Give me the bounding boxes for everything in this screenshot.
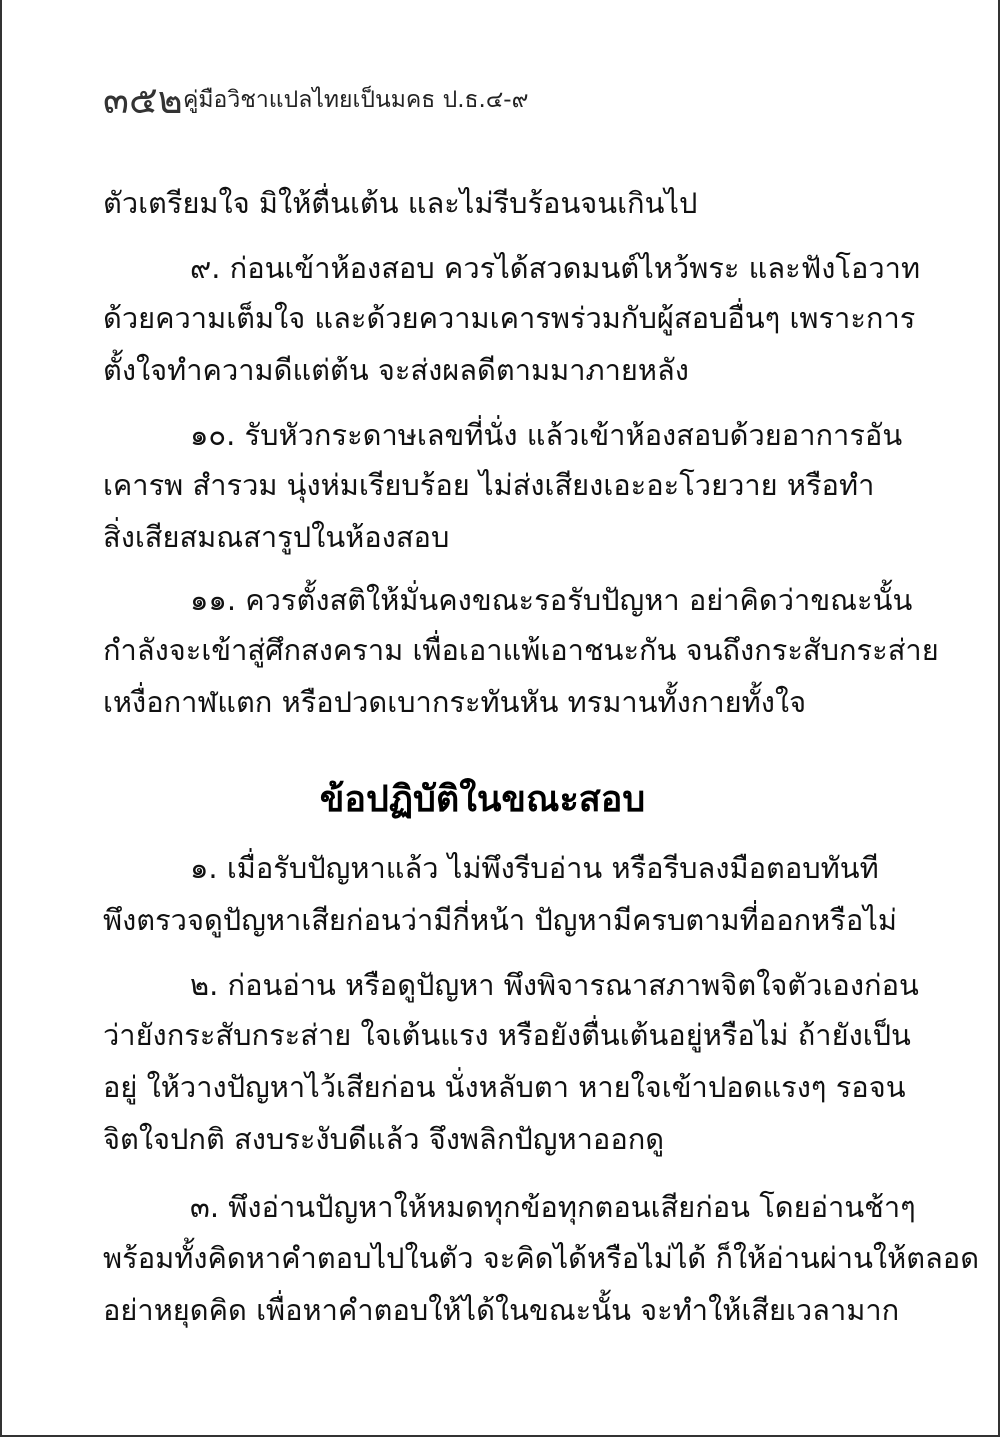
- paragraph-line: อยู่ ให้วางปัญหาไว้เสียก่อน นั่งหลับตา หายใจเข้าปอดแรงๆ รอจน: [103, 1070, 906, 1104]
- page-number: ๓๕๒: [103, 78, 183, 122]
- paragraph-line: จิตใจปกติ สงบระงับดีแล้ว จึงพลิกปัญหาออกดู: [103, 1122, 665, 1156]
- paragraph-line: ๑๑. ควรตั้งสติให้มั่นคงขณะรอรับปัญหา อย่าคิดว่าขณะนั้น: [190, 583, 913, 617]
- paragraph-line: เหงื่อกาฬแตก หรือปวดเบากระทันหัน ทรมานทั้งกายทั้งใจ: [103, 685, 807, 719]
- section-heading: ข้อปฏิบัติในขณะสอบ: [319, 779, 646, 820]
- paragraph-line: ตั้งใจทำความดีแต่ต้น จะส่งผลดีตามมาภายหลัง: [103, 353, 689, 387]
- paragraph-line: ๑. เมื่อรับปัญหาแล้ว ไม่พึงรีบอ่าน หรือรีบลงมือตอบทันที: [190, 851, 879, 885]
- paragraph-line: ๙. ก่อนเข้าห้องสอบ ควรได้สวดมนต์ไหว้พระ และฟังโอวาท: [190, 251, 921, 285]
- paragraph-line: ๒. ก่อนอ่าน หรือดูปัญหา พึงพิจารณาสภาพจิตใจตัวเองก่อน: [190, 968, 919, 1002]
- paragraph-line: พร้อมทั้งคิดหาคำตอบไปในตัว จะคิดได้หรือไม่ได้ ก็ให้อ่านผ่านให้ตลอด: [103, 1241, 980, 1275]
- paragraph-line: ว่ายังกระสับกระส่าย ใจเต้นแรง หรือยังตื่นเต้นอยู่หรือไม่ ถ้ายังเป็น: [103, 1018, 911, 1052]
- running-title: คู่มือวิชาแปลไทยเป็นมคธ ป.ธ.๔-๙: [183, 87, 529, 113]
- paragraph-line: ด้วยความเต็มใจ และด้วยความเคารพร่วมกับผู้สอบอื่นๆ เพราะการ: [103, 301, 916, 335]
- paragraph-line: เคารพ สำรวม นุ่งห่มเรียบร้อย ไม่ส่งเสียงเอะอะโวยวาย หรือทำ: [103, 468, 875, 502]
- paragraph-line: สิ่งเสียสมณสารูปในห้องสอบ: [103, 520, 450, 554]
- paragraph-line: ๑๐. รับหัวกระดาษเลขที่นั่ง แล้วเข้าห้องสอบด้วยอาการอัน: [190, 418, 903, 452]
- paragraph-line: อย่าหยุดคิด เพื่อหาคำตอบให้ได้ในขณะนั้น จะทำให้เสียเวลามาก: [103, 1293, 900, 1327]
- paragraph-line: กำลังจะเข้าสู่ศึกสงคราม เพื่อเอาแพ้เอาชนะกัน จนถึงกระสับกระส่าย: [103, 633, 939, 667]
- paragraph-line: ๓. พึงอ่านปัญหาให้หมดทุกข้อทุกตอนเสียก่อน โดยอ่านช้าๆ: [190, 1190, 916, 1224]
- continuation-line: ตัวเตรียมใจ มิให้ตื่นเต้น และไม่รีบร้อนจนเกินไป: [103, 186, 698, 220]
- paragraph-line: พึงตรวจดูปัญหาเสียก่อนว่ามีกี่หน้า ปัญหามีครบตามที่ออกหรือไม่: [103, 903, 897, 937]
